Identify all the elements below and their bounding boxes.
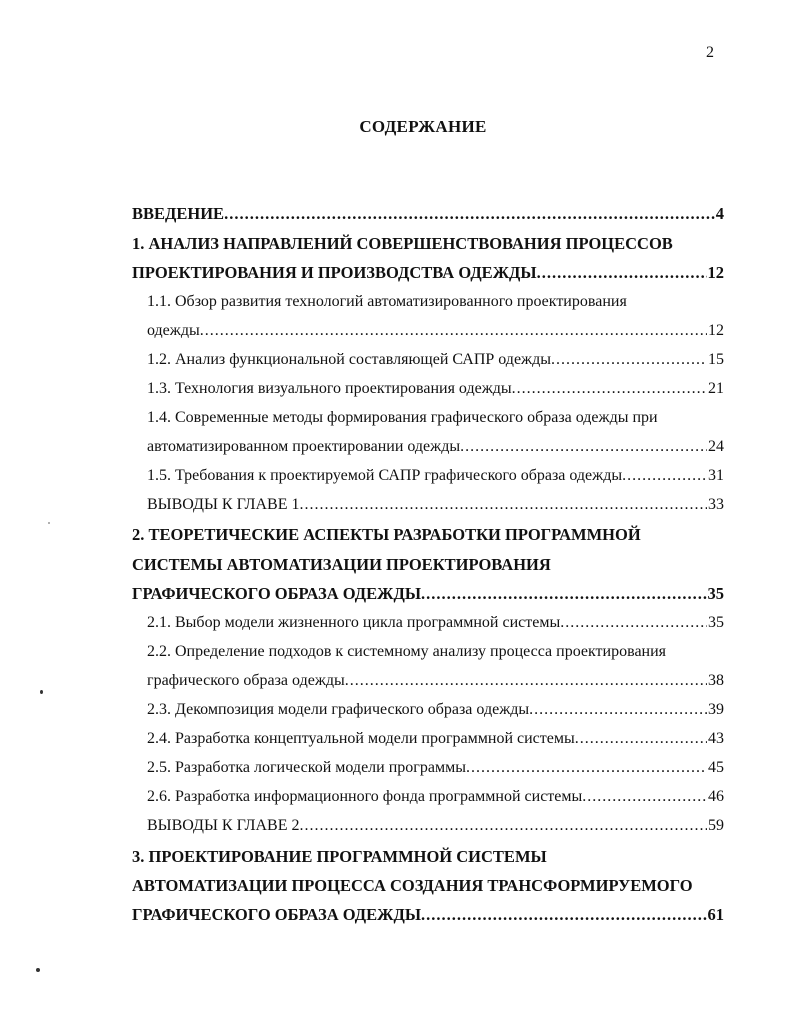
toc-entry-text: 1.5. Требования к проектируемой САПР графического образа одежды [147,467,623,484]
toc-entry-page: 15 [708,351,724,368]
dot-leader [300,493,708,517]
toc-entry-text: 2.1. Выбор модели жизненного цикла программной системы [147,614,561,631]
toc-entry-page: 38 [708,672,724,689]
dot-leader [575,727,707,751]
toc-section-1-5[interactable] [147,464,724,488]
scan-speck [36,968,40,972]
toc-section-2-3[interactable] [147,698,724,722]
toc-section-1-4-line-2[interactable] [147,435,724,459]
toc-entry-page: 39 [708,701,724,718]
toc-entry-text: 1.2. Анализ функциональной составляющей САПР одежды [147,351,551,368]
dot-leader [512,377,707,401]
toc-entry-page: 35 [707,584,724,603]
toc-entry-page: 43 [708,730,724,747]
toc-entry-text: 1. АНАЛИЗ НАПРАВЛЕНИЙ СОВЕРШЕНСТВОВАНИЯ ПРОЦЕССОВ [132,234,673,253]
toc-section-1-4-line-1[interactable] [147,406,724,430]
dot-leader [622,464,707,488]
toc-entry-text: ВЫВОДЫ К ГЛАВЕ 2 [147,817,300,834]
toc-entry-text: 2.4. Разработка концептуальной модели программной системы [147,730,575,747]
toc-section-1-1-line-1[interactable] [147,290,724,314]
toc-entry-text: 2.5. Разработка логической модели программы [147,759,466,776]
dot-leader [537,261,707,285]
toc-entry-text: СИСТЕМЫ АВТОМАТИЗАЦИИ ПРОЕКТИРОВАНИЯ [132,555,551,574]
toc-entry-page: 33 [708,496,724,513]
toc-entry-page: 45 [708,759,724,776]
dot-leader [560,611,707,635]
toc-entry-text: автоматизированном проектировании одежды [147,438,461,455]
toc-entry-page: 35 [708,614,724,631]
dot-leader [551,348,707,372]
dot-leader [200,319,707,343]
dot-leader [300,814,708,838]
toc-section-1-2[interactable] [147,348,724,372]
scan-speck [40,690,43,694]
toc-entry-text: 3. ПРОЕКТИРОВАНИЕ ПРОГРАММНОЙ СИСТЕМЫ [132,847,547,866]
toc-entry-text: ГРАФИЧЕСКОГО ОБРАЗА ОДЕЖДЫ [132,584,422,603]
toc-chapter-1-line-1[interactable] [132,232,724,256]
toc-entry-text: ПРОЕКТИРОВАНИЯ И ПРОИЗВОДСТВА ОДЕЖДЫ [132,263,537,282]
toc-chapter-3-line-3[interactable] [132,903,724,927]
toc-section-2-2-line-1[interactable] [147,640,724,664]
toc-entry-text: одежды [147,322,200,339]
toc-section-2-5[interactable] [147,756,724,780]
toc-entry-text: 2.6. Разработка информационного фонда программной системы [147,788,583,805]
scan-speck [48,522,50,524]
dot-leader [421,903,706,927]
toc-chapter-2-line-2[interactable] [132,553,724,577]
toc-entry-text: ВВЕДЕНИЕ [132,204,225,223]
dot-leader [466,756,707,780]
toc-section-1-3[interactable] [147,377,724,401]
toc-entry-text: АВТОМАТИЗАЦИИ ПРОЦЕССА СОЗДАНИЯ ТРАНСФОРМИРУЕМОГО [132,876,693,895]
toc-entry-page: 61 [707,905,724,924]
toc-entry-text: 2. ТЕОРЕТИЧЕСКИЕ АСПЕКТЫ РАЗРАБОТКИ ПРОГРАММНОЙ [132,525,641,544]
toc-entry-text: 2.3. Декомпозиция модели графического образа одежды [147,701,530,718]
toc-entry-page: 4 [715,204,724,223]
toc-entry-page: 21 [708,380,724,397]
dot-leader [529,698,707,722]
toc-chapter-3-line-2[interactable] [132,874,732,898]
toc-chapter-2-conclusions[interactable] [147,814,724,838]
toc-entry-introduction[interactable] [132,202,724,226]
toc-entry-text: графического образа одежды [147,672,345,689]
toc-section-2-2-line-2[interactable] [147,669,724,693]
toc-entry-text: 1.3. Технология визуального проектирования одежды [147,380,512,397]
toc-entry-text: 2.2. Определение подходов к системному анализу процесса проектирования [147,643,667,660]
toc-entry-page: 12 [707,263,724,282]
toc-section-2-1[interactable] [147,611,724,635]
toc-entry-text: 1.1. Обзор развития технологий автоматизированного проектирования [147,293,627,310]
toc-chapter-2-line-3[interactable] [132,582,724,606]
dot-leader [224,202,715,226]
toc-entry-page: 24 [708,438,724,455]
toc-entry-page: 12 [708,322,724,339]
toc-entry-text: 1.4. Современные методы формирования графического образа одежды при [147,409,658,426]
toc-chapter-3-line-1[interactable] [132,845,724,869]
toc-entry-text: ГРАФИЧЕСКОГО ОБРАЗА ОДЕЖДЫ [132,905,422,924]
toc-chapter-2-line-1[interactable] [132,523,724,547]
toc-entry-page: 46 [708,788,724,805]
toc-chapter-1-line-2[interactable] [132,261,724,285]
toc-entry-text: ВЫВОДЫ К ГЛАВЕ 1 [147,496,300,513]
dot-leader [582,785,707,809]
toc-entry-page: 59 [708,817,724,834]
toc-entry-page: 31 [708,467,724,484]
toc-section-2-6[interactable] [147,785,724,809]
toc-chapter-1-conclusions[interactable] [147,493,724,517]
toc-section-1-1-line-2[interactable] [147,319,724,343]
toc-title: СОДЕРЖАНИЕ [359,117,487,136]
page-number: 2 [706,44,714,61]
toc-section-2-4[interactable] [147,727,724,751]
dot-leader [345,669,707,693]
dot-leader [460,435,707,459]
dot-leader [421,582,706,606]
